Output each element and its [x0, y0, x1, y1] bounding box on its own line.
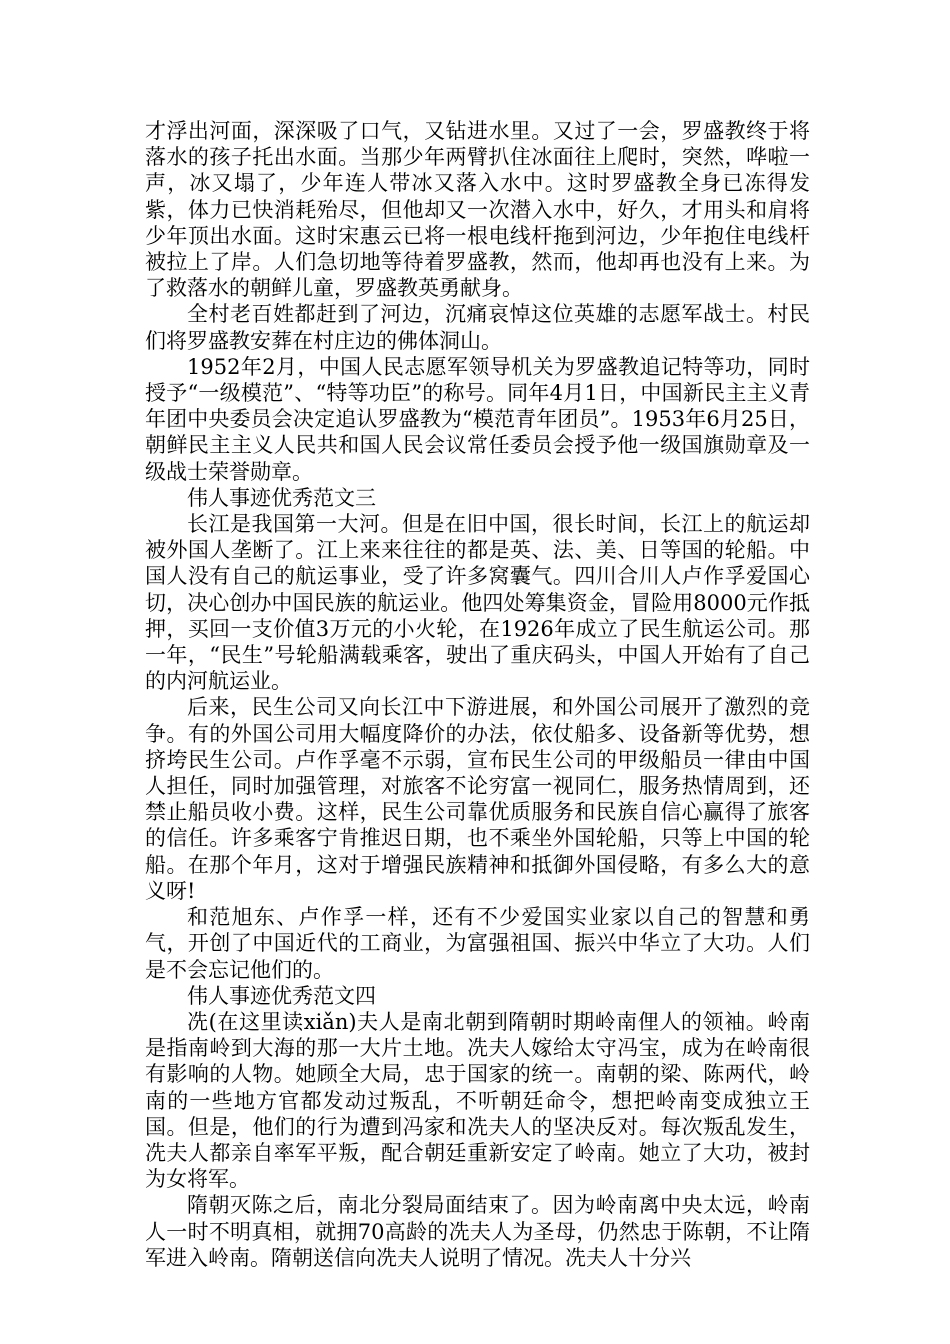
paragraph-3: 1952年2月，中国人民志愿军领导机关为罗盛教追记特等功，同时授予“一级模范”、“特等功臣”的称号。同年4月1日，中国新民主主义青年团中央委员会决定追认罗盛教为“模范青年团员”。1953年6月25日，朝鲜民主主义人民共和国人民会议常任委员会授予他一级国旗勋章及一级战士荣誉勋章。: [145, 354, 810, 484]
paragraph-4: 长江是我国第一大河。但是在旧中国，很长时间，长江上的航运却被外国人垄断了。江上来来往往的都是英、法、美、日等国的轮船。中国人没有自己的航运事业，受了许多窝囊气。四川合川人卢作孚爱国心切，决心创办中国民族的航运业。他四处筹集资金，冒险用8000元作抵押，买回一支价值3万元的小火轮，在1926年成立了民生航运公司。那一年，“民生”号轮船满载乘客，驶出了重庆码头，中国人开始有了自己的内河航运业。: [145, 512, 810, 694]
paragraph-5: 后来，民生公司又向长江中下游进展，和外国公司展开了激烈的竞争。有的外国公司用大幅度降价的办法，依仗船多、设备新等优势，想挤垮民生公司。卢作孚毫不示弱，宣布民生公司的甲级船员一律由中国人担任，同时加强管理，对旅客不论穷富一视同仁，服务热情周到，还禁止船员收小费。这样，民生公司靠优质服务和民族自信心赢得了旅客的信任。许多乘客宁肯推迟日期，也不乘坐外国轮船，只等上中国的轮船。在那个年月，这对于增强民族精神和抵御外国侵略，有多么大的意义呀!: [145, 695, 810, 903]
document-body: [145, 118, 810, 1271]
paragraph-8: 隋朝灭陈之后，南北分裂局面结束了。因为岭南离中央太远，岭南人一时不明真相，就拥70高龄的冼夫人为圣母，仍然忠于陈朝，不让隋军进入岭南。隋朝送信向冼夫人说明了情况。冼夫人十分兴: [145, 1193, 810, 1270]
paragraph-7: 冼(在这里读xiǎn)夫人是南北朝到隋朝时期岭南俚人的领袖。岭南是指南岭到大海的那一大片土地。冼夫人嫁给太守冯宝，成为在岭南很有影响的人物。她顾全大局，忠于国家的统一。南朝的梁、陈两代，岭南的一些地方官都发动过叛乱，不听朝廷命令，想把岭南变成独立王国。但是，他们的行为遭到冯家和冼夫人的坚决反对。每次叛乱发生，冼夫人都亲自率军平叛，配合朝廷重新安定了岭南。她立了大功，被封为女将军。: [145, 1009, 810, 1192]
paragraph-1: 才浮出河面，深深吸了口气，又钻进水里。又过了一会，罗盛教终于将落水的孩子托出水面。当那少年两臂扒住冰面往上爬时，突然，哗啦一声，冰又塌了，少年连人带冰又落入水中。这时罗盛教全身已冻得发紫，体力已快消耗殆尽，但他却又一次潜入水中，好久，才用头和肩将少年顶出水面。这时宋惠云已将一根电线杆拖到河边，少年抱住电线杆被拉上了岸。人们急切地等待着罗盛教，然而，他却再也没有上来。为了救落水的朝鲜儿童，罗盛教英勇献身。: [145, 119, 810, 301]
section-heading-3: 伟人事迹优秀范文三: [187, 485, 376, 510]
paragraph-2: 全村老百姓都赶到了河边，沉痛哀悼这位英雄的志愿军战士。村民们将罗盛教安葬在村庄边的佛体洞山。: [145, 302, 810, 353]
section-heading-4: 伟人事迹优秀范文四: [187, 983, 376, 1008]
paragraph-6: 和范旭东、卢作孚一样，还有不少爱国实业家以自己的智慧和勇气，开创了中国近代的工商业，为富强祖国、振兴中华立了大功。人们是不会忘记他们的。: [145, 905, 810, 982]
